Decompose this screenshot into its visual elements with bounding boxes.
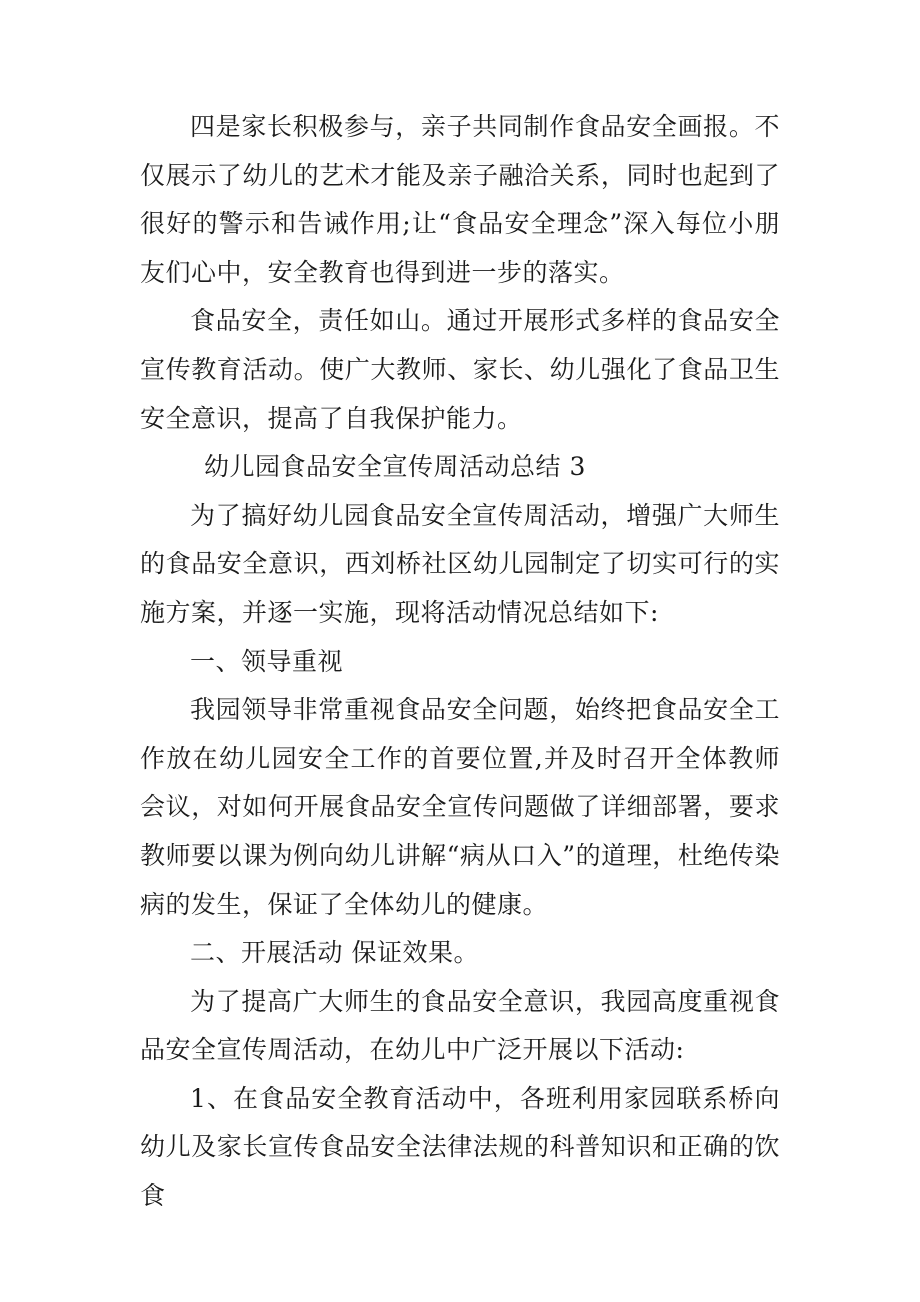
heading-leadership: 一、领导重视 bbox=[190, 646, 344, 676]
section-title: 幼儿园食品安全宣传周活动总结 3 bbox=[204, 452, 586, 482]
paragraph-activity-1: 1、在食品安全教育活动中，各班利用家园联系桥向幼儿及家长宣传食品安全法律法规的科普知识和正确的饮食 bbox=[140, 1083, 780, 1211]
paragraph-intro: 为了搞好幼儿园食品安全宣传周活动，增强广大师生的食品安全意识，西刘桥社区幼儿园制定了切实可行的实施方案，并逐一实施，现将活动情况总结如下: bbox=[140, 500, 780, 627]
heading-activities: 二、开展活动 保证效果。 bbox=[190, 938, 479, 968]
paragraph-parent-involvement: 四是家长积极参与，亲子共同制作食品安全画报。不仅展示了幼儿的艺术才能及亲子融洽关系，同时也起到了很好的警示和告诫作用;让“食品安全理念”深入每位小朋友们心中，安全教育也得到进一步的落实。 bbox=[140, 112, 780, 287]
document-body bbox=[140, 103, 780, 1221]
paragraph-activities-intro: 为了提高广大师生的食品安全意识，我园高度重视食品安全宣传周活动，在幼儿中广泛开展以下活动: bbox=[140, 986, 780, 1065]
paragraph-food-safety-responsibility: 食品安全，责任如山。通过开展形式多样的食品安全宣传教育活动。使广大教师、家长、幼儿强化了食品卫生安全意识，提高了自我保护能力。 bbox=[140, 306, 780, 433]
paragraph-leadership: 我园领导非常重视食品安全问题，始终把食品安全工作放在幼儿园安全工作的首要位置,并及时召开全体教师会议，对如何开展食品安全宣传问题做了详细部署，要求教师要以课为例向幼儿讲解“病从口入”的道理，杜绝传染病的发生，保证了全体幼儿的健康。 bbox=[140, 695, 780, 919]
